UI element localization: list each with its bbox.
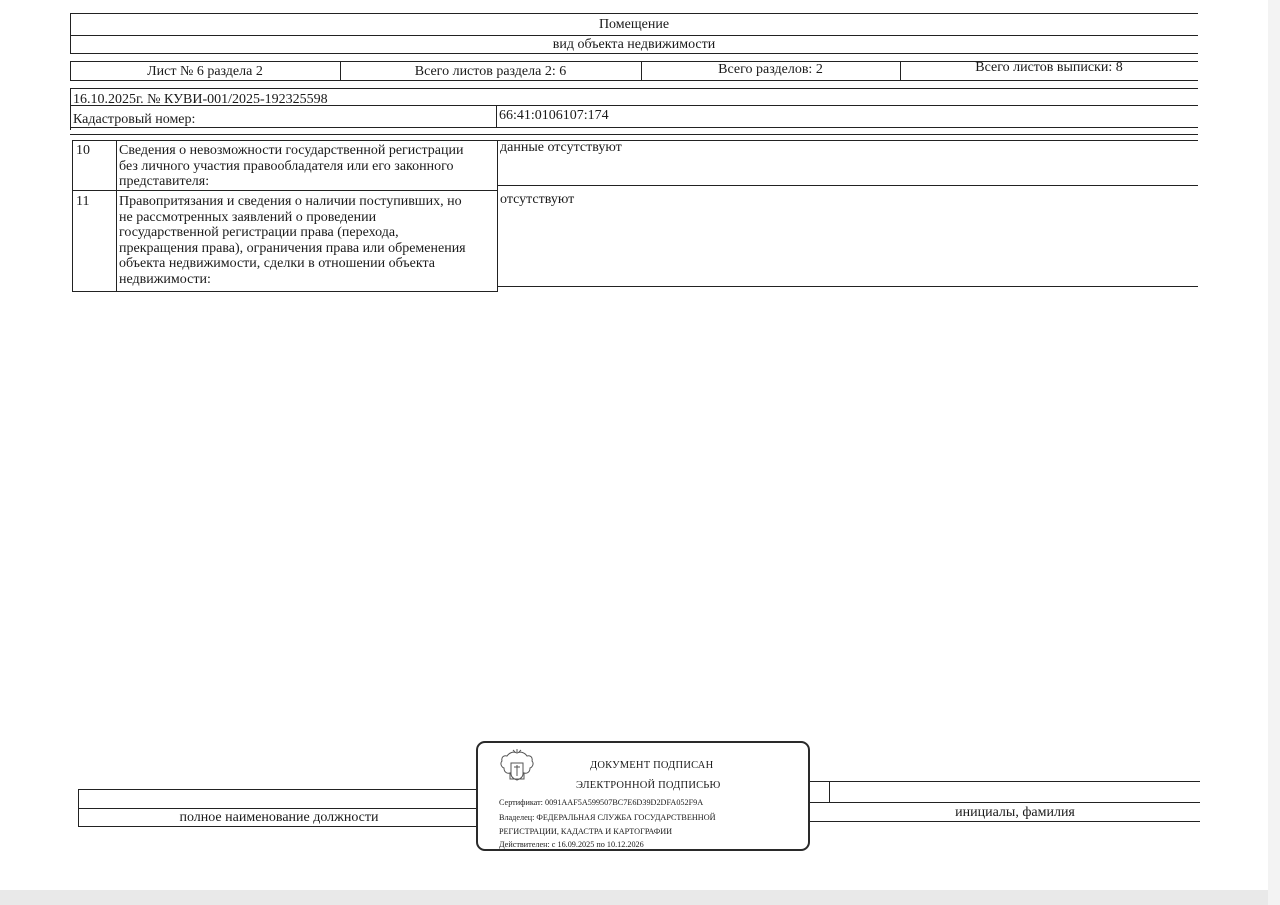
stamp-title-line1: ДОКУМЕНТ ПОДПИСАН: [590, 760, 714, 771]
digital-signature-stamp: [476, 741, 810, 851]
row-label: Сведения о невозможности государственной регистрации без личного участия правообладателя или его законного представителя:: [119, 143, 464, 189]
stamp-validity: Действителен: с 16.09.2025 по 10.12.2026: [499, 840, 644, 849]
position-caption: полное наименование должности: [179, 810, 379, 825]
page-bottom-edge: [0, 890, 1280, 905]
coat-of-arms-icon: [498, 749, 536, 789]
sheets-total-section: Всего листов раздела 2: 6: [414, 64, 567, 79]
stamp-owner-line2: РЕГИСТРАЦИИ, КАДАСТРА И КАРТОГРАФИИ: [499, 827, 673, 836]
row-label: Правопритязания и сведения о наличии поступивших, но не рассмотренных заявлений о проведении государственной регистрации права (перехода, прекращения права), ограничения права или обременения объекта недвижимости, сделки в отношении объекта недвижимости:: [119, 194, 466, 287]
object-type-caption: вид объекта недвижимости: [552, 37, 716, 52]
cadastral-label: Кадастровый номер:: [73, 112, 196, 127]
name-caption: инициалы, фамилия: [955, 805, 1075, 820]
object-type: Помещение: [598, 17, 670, 32]
sheets-total-extract: Всего листов выписки: 8: [975, 60, 1123, 75]
sections-total: Всего разделов: 2: [718, 62, 823, 77]
stamp-owner-line1: Владелец: ФЕДЕРАЛЬНАЯ СЛУЖБА ГОСУДАРСТВЕННОЙ: [499, 813, 716, 822]
row-value: данные отсутствуют: [500, 140, 622, 155]
stamp-certificate: Сертификат: 0091AAF5A599507BC7E6D39D2DFA052F9A: [499, 798, 704, 807]
row-value: отсутствуют: [500, 192, 575, 207]
sheet-number: Лист № 6 раздела 2: [147, 64, 263, 79]
extract-date-number: 16.10.2025г. № КУВИ-001/2025-192325598: [73, 92, 328, 107]
page-right-edge: [1268, 0, 1280, 905]
cadastral-value: 66:41:0106107:174: [499, 108, 609, 123]
row-number: 11: [76, 194, 90, 209]
stamp-title-line2: ЭЛЕКТРОННОЙ ПОДПИСЬЮ: [576, 780, 721, 791]
row-number: 10: [76, 143, 90, 158]
